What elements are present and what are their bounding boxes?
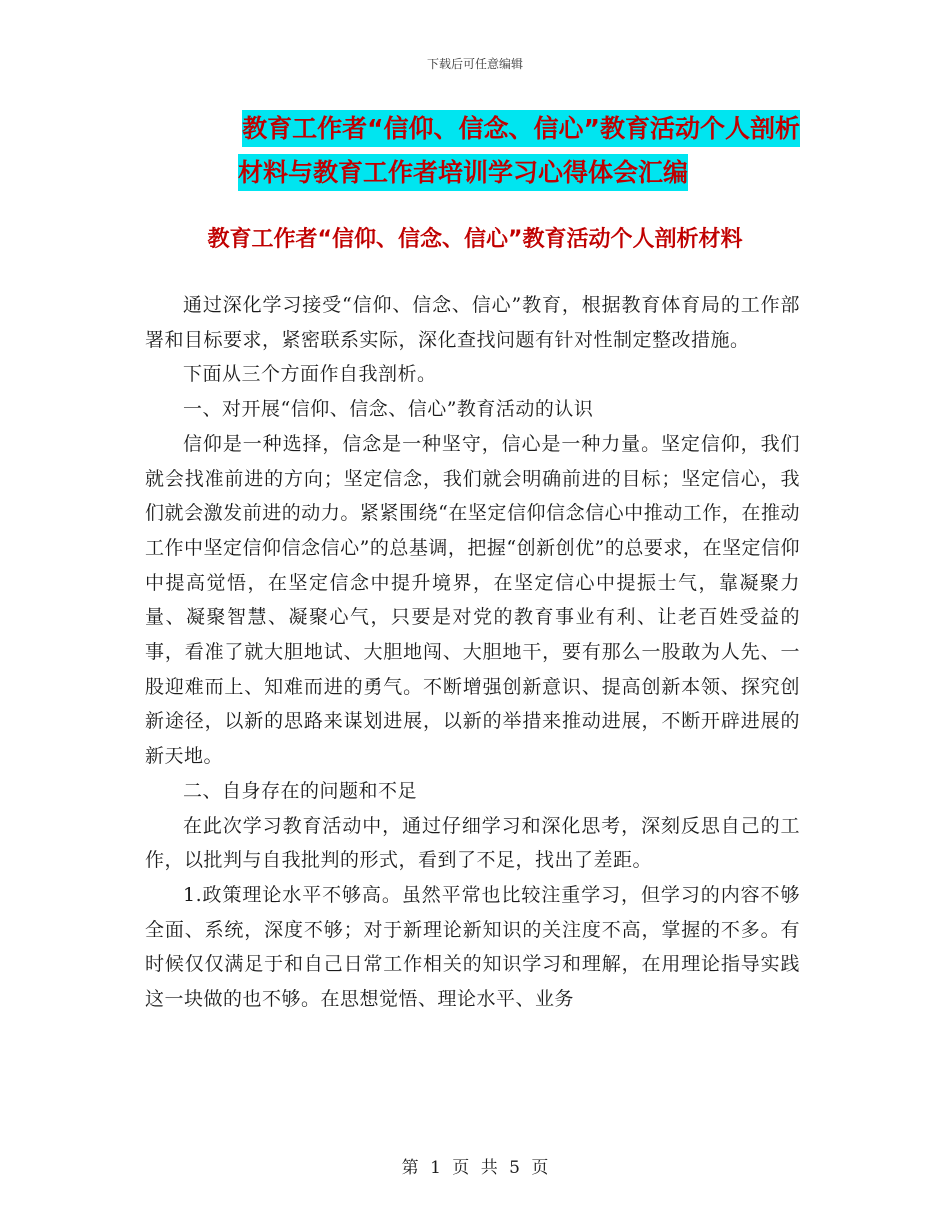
paragraph: 在此次学习教育活动中，通过仔细学习和深化思考，深刻反思自己的工作，以批判与自我批判的形式，看到了不足，找出了差距。 — [145, 814, 800, 872]
paragraph: 通过深化学习接受“信仰、信念、信心”教育，根据教育体育局的工作部署和目标要求，紧密联系实际，深化查找问题有针对性制定整改措施。 — [145, 294, 800, 351]
document-title-line-1 — [150, 116, 840, 141]
paragraph: 信仰是一种选择，信念是一种坚守，信心是一种力量。坚定信仰，我们就会找准前进的方向；坚定信念，我们就会明确前进的目标；坚定信心，我们就会激发前进的动力。紧紧围绕“在坚定信仰信念信心中推动工作，在推动工作中坚定信仰信念信心”的总基调，把握“创新创优”的总要求，在坚定信仰中提高觉悟，在坚定信念中提升境界，在坚定信心中提振士气，靠凝聚力量、凝聚智慧、凝聚心气，只要是对党的教育事业有利、让老百姓受益的事，看准了就大胆地试、大胆地闯、大胆地干，要有那么一股敢为人先、一股迎难而上、知难而进的勇气。不断增强创新意识、提高创新本领、探究创新途径，以新的思路来谋划进展，以新的举措来推动进展，不断开辟进展的新天地。 — [145, 432, 800, 768]
document-title-line-2 — [238, 160, 738, 185]
title-highlight-2: 材料与教育工作者培训学习心得体会汇编 — [238, 154, 688, 191]
body-text — [145, 288, 800, 1017]
page-footer: 第 1 页 共 5 页 — [401, 1158, 549, 1178]
header-note: 下载后可任意编辑 — [426, 57, 523, 71]
title-highlight-1: 教育工作者“信仰、信念、信心”教育活动个人剖析 — [242, 110, 800, 147]
paragraph: 下面从三个方面作自我剖析。 — [183, 363, 437, 386]
paragraph-heading: 一、对开展“信仰、信念、信心”教育活动的认识 — [183, 398, 594, 421]
section-title: 教育工作者“信仰、信念、信心”教育活动个人剖析材料 — [207, 227, 743, 252]
paragraph-heading: 二、自身存在的问题和不足 — [183, 779, 418, 802]
paragraph: 1.政策理论水平不够高。虽然平常也比较注重学习，但学习的内容不够全面、系统，深度不够；对于新理论新知识的关注度不高，掌握的不多。有时候仅仅满足于和自己日常工作相关的知识学习和理解，在用理论指导实践这一块做的也不够。在思想觉悟、理论水平、业务 — [145, 883, 800, 1011]
